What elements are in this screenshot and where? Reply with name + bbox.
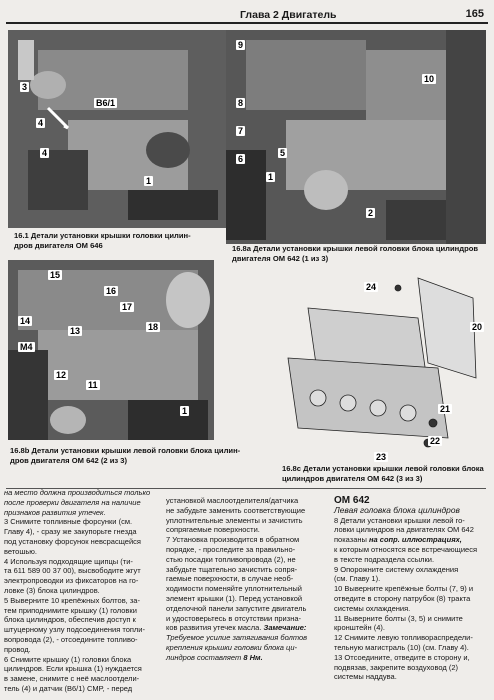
col3-line: системы охлаждения. [334, 603, 411, 613]
col2-line: ков развития утечек масла. [166, 623, 262, 633]
col1-line: в замене, снимите с неё маслоотдели- [4, 674, 140, 684]
figure-16-8a-photo [226, 30, 486, 244]
text-column-3 [334, 496, 492, 682]
header-rule [6, 22, 488, 24]
callout-18: 18 [148, 322, 159, 332]
col1-line: признаков развития утечек. [4, 507, 106, 517]
col3-line: в тексте подраздела ссылки. [334, 554, 435, 564]
callout-10: 10 [424, 74, 435, 84]
col3-line: 13 Отсоедините, отведите в сторону и, [334, 652, 470, 662]
caption-text: 16.8с Детали установки крышки левой головки блока цилиндров двигателя ОМ 642 (3 из 3) [282, 464, 484, 483]
note-line: линдров составляет [166, 652, 242, 662]
col2-line: уплотнительные элементы и зачистить [166, 515, 303, 525]
text-column-2 [166, 496, 328, 663]
note-line-with-value [166, 653, 328, 663]
callout-1: 1 [146, 176, 152, 186]
callout-12: 12 [56, 370, 67, 380]
col1-line: после проверки двигателя на наличие [4, 497, 141, 507]
col2-line: и удостоверьтесь в отсутствии призна- [166, 613, 301, 623]
col2-line: порядке, - проследите за правильно- [166, 544, 296, 554]
chapter-title: Глава 2 Двигатель [240, 9, 337, 21]
callout-22: 22 [430, 436, 441, 446]
col2-line: забудьте тщательно зачистить сопря- [166, 564, 298, 574]
col3-line: системы наддува. [334, 672, 397, 682]
figure-16-8a-caption [232, 244, 488, 264]
col1-line: 3 Снимите топливные форсунки (см. [4, 517, 133, 527]
col1-line: ловке (3) блока цилиндров. [4, 585, 100, 595]
callout-24: 24 [366, 282, 377, 292]
text-column-1 [4, 488, 160, 694]
callout-7: 7 [238, 126, 244, 136]
col2-line: стью посадки топливопровода (2), не [166, 554, 296, 564]
col3-line: 11 Выверните болты (3, 5) и снимите [334, 613, 463, 623]
figure-reference: на сопр. иллюстрациях, [369, 535, 462, 545]
col1-line: блока цилиндров, обеспечив доступ к [4, 615, 136, 625]
callout-14: 14 [20, 316, 31, 326]
note-line: Требуемое усилие затягивания болтов [166, 633, 308, 643]
note-line: крепления крышки головки блока ци- [166, 642, 297, 652]
section-title: ОМ 642 [334, 495, 370, 506]
callout-9: 9 [238, 40, 244, 50]
callout-6: 6 [238, 154, 244, 164]
col2-line: сопрягаемые поверхности. [166, 525, 260, 535]
col1-line: штуцерному узлу подсоединения топли- [4, 625, 145, 635]
callout-17: 17 [122, 302, 133, 312]
page-number: 165 [465, 8, 484, 20]
col2-line: установкой маслоотделителя/датчика [166, 496, 299, 505]
col3-line: показаны [334, 535, 367, 545]
note-label: Замечание: [263, 623, 307, 633]
caption-text: 16.8b Детали установки крышки левой головки блока цилин- дров двигателя ОМ 642 (2 из 3) [10, 446, 241, 465]
callout-11: 11 [88, 380, 98, 390]
col1-line: цилиндров. Если крышка (1) нуждается [4, 664, 142, 674]
torque-value: 8 Нм. [243, 652, 263, 662]
col3-line: к которым относятся все встречающиеся [334, 544, 478, 554]
callout-4: 4 [38, 118, 44, 128]
col1-line: тем приподнимите крышку (1) головки [4, 605, 137, 615]
figure-16-8c-caption [282, 464, 490, 484]
callout-2: 2 [368, 208, 374, 218]
col3-line: 12 Снимите левую топливораспредели- [334, 633, 473, 643]
figure-16-1-photo [8, 30, 230, 228]
col1-line: провод. [4, 644, 31, 654]
col1-line: Главу 4), - сразу же закупорьте гнезда [4, 527, 137, 537]
col3-line: тельную магистраль (10) (см. Главу 4). [334, 642, 469, 652]
col3-line: ловки цилиндров на двигателях ОМ 642 [334, 525, 474, 535]
col1-line: электропроводки из фиксаторов на го- [4, 576, 139, 586]
callout-20: 20 [472, 322, 483, 332]
engine-photo-16-8a [226, 30, 486, 244]
callout-m4: M4 [20, 342, 33, 352]
callout-16: 16 [106, 286, 117, 296]
col1-line: вопровода (2), - отсоедините топливо- [4, 634, 138, 644]
callout-8: 8 [238, 98, 244, 108]
col1-line: под установку форсунок невсрасщейся [4, 536, 141, 546]
caption-text: 16.1 Детали установки крышки головки цилин- дров двигателя ОМ 646 [14, 231, 191, 250]
col2-line-with-note [166, 623, 328, 633]
figure-16-1-caption [14, 231, 234, 251]
caption-text: 16.8а Детали установки крышки левой головки блока цилиндров двигателя ОМ 642 (1 из 3) [232, 244, 479, 263]
col3-line: (см. Главу 1). [334, 574, 381, 584]
figure-16-8b-caption [10, 446, 250, 466]
col3-line: 8 Детали установки крышки левой го- [334, 515, 465, 525]
col3-line: 9 Опорожните систему охлаждения [334, 564, 459, 574]
col3-line-ref [334, 535, 492, 545]
callout-23: 23 [376, 452, 387, 462]
col2-line: 7 Установка производится в обратном [166, 535, 300, 545]
callout-1: 1 [268, 172, 274, 182]
engine-photo-16-1 [8, 30, 230, 228]
col2-line: элемент крышки (1). Перед установкой [166, 593, 303, 603]
col1-line: та 611 589 00 37 00), высвободите жгут [4, 566, 141, 576]
cylinder-head-drawing [278, 268, 486, 464]
callout-4b: 4 [42, 148, 48, 158]
figure-16-8b-photo [8, 260, 214, 440]
callout-3: 3 [22, 82, 28, 92]
col3-line: 10 Выверните крепёжные болты (7, 9) и [334, 584, 474, 594]
col1-line: 4 Используя подходящие щипцы (ти- [4, 556, 133, 566]
col2-line: отделочной панели запустите двигатель [166, 603, 307, 613]
col3-line: отведите в сторону патрубок (8) тракта [334, 593, 471, 603]
col2-line: гаемые поверхности, в случае необ- [166, 574, 294, 584]
col1-line: 6 Снимите крышку (1) головки блока [4, 654, 132, 664]
col1-line: ветошью. [4, 546, 37, 556]
col2-line: ходимости поменяйте уплотнительный [166, 584, 302, 594]
callout-21: 21 [440, 404, 451, 414]
callout-15: 15 [50, 270, 61, 280]
col2-line: не забудьте заменить соответствующие [166, 505, 306, 515]
col1-line: тель (4) и датчик (B6/1) CMP, - перед [4, 683, 133, 693]
callout-13: 13 [70, 326, 81, 336]
callout-5: 5 [280, 148, 286, 158]
section-subtitle: Левая головка блока цилиндров [334, 504, 460, 515]
col1-line: на место должна производиться только [4, 488, 151, 497]
col1-line: 5 Выверните 10 крепёжных болтов, за- [4, 595, 140, 605]
col3-line: кронштейн (4). [334, 623, 385, 633]
callout-b6-1: B6/1 [96, 98, 116, 108]
figure-16-8c-drawing [278, 268, 486, 464]
callout-1: 1 [182, 406, 188, 416]
col3-line: подвязав, закрепите воздуховод (2) [334, 662, 459, 672]
